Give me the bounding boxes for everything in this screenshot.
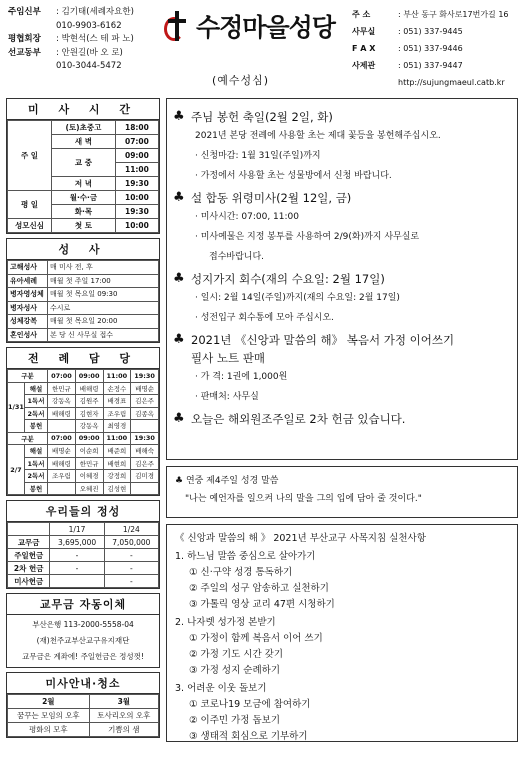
table-row: 병자성사 수시로 [8,301,159,315]
mass-schedule-section [6,98,160,234]
club-icon: ♣ [173,271,185,286]
sacraments-title: 성 사 [7,239,159,260]
table-row: 1독서 강동옥 김원주 배경표 김은주 [8,395,159,408]
cleaning-title: 미사안내·청소 [7,673,159,694]
mission-row: 선교동부 : 안원길(바 오 로) [8,47,123,58]
mass-schedule-title: 미 사 시 간 [7,99,159,120]
news-detail: · 신청마감: 1월 31일(주일)까지 [195,151,321,161]
news-detail: · 성전입구 회수통에 모아 주십시오. [195,313,334,323]
news-detail: · 가정에서 사용할 초는 성물방에서 신청 바랍니다. [195,171,392,181]
club-icon: ♣ [173,411,185,426]
plan-item: ① 코로나19 모금에 참여하기 [189,699,311,710]
plan-item: ① 가정이 함께 복음서 이어 쓰기 [189,633,323,644]
mission-phone: 010-3044-5472 [56,61,122,71]
table-row: 2독서 배해령 김현자 조우림 김종옥 [8,407,159,420]
gospel-box [166,466,518,518]
parish-subtitle: (예수성심) [212,74,270,87]
news-detail: · 미사시간: 07:00, 11:00 [195,212,299,222]
news-item: ♣ 2021년 《신앙과 말씀의 해》 복음서 가정 이어쓰기 [173,332,455,347]
table-header-row: 구분 07:00 09:00 11:00 19:30 [8,370,159,383]
sacraments-table [7,260,159,342]
table-row: 봉헌 오혜진 김성현 [8,482,159,495]
news-detail: 2021년 본당 전례에 사용할 초는 제대 꽃등을 봉헌해주십시오. [195,131,441,141]
pastor-row: 주임신부 : 김기태(세례자요한) [8,7,134,17]
news-detail: · 미사예물은 지정 봉투를 사용하여 2/9(화)까지 사무실로 [195,232,420,242]
offering-section [6,500,160,589]
plan-item: ① 신·구약 성경 통독하기 [189,567,293,578]
plan-item: ③ 가톨릭 영상 교리 47편 시청하기 [189,599,335,610]
office-phone-row: 사무실 : 051) 337-9445 [352,27,463,36]
left-column [6,98,160,742]
bank-account: 부산은행 113-2000-5558-04 [32,620,134,629]
news-detail: 접수바랍니다. [209,252,265,262]
liturgy-duty-title: 전 례 담 당 [7,348,159,369]
address-row: 주 소 : 부산 동구 화사로17번가길 16 [352,10,509,19]
table-row: 평 일 월·수·금 10:00 [8,191,159,205]
plan-group: 3. 어려운 이웃 돌보기 [175,683,267,694]
news-item: ♣ 주님 봉헌 축일(2월 2일, 화) [173,109,333,124]
fax-row: F A X : 051) 337-9446 [352,44,463,53]
news-item: ♣ 오늘은 해외원조주일로 2차 헌금 있습니다. [173,411,406,426]
bank-info [7,615,159,667]
plan-item: ② 가정 기도 시간 갖기 [189,649,284,660]
offering-table [7,522,159,588]
plan-item: ② 이주민 가정 돕보기 [189,715,280,726]
table-row: 고해성사 매 미사 전, 후 [8,261,159,275]
table-row: 평화의 모후 기쁨의 샘 [8,723,159,737]
table-row: 병자영성체 매월 첫 목요일 09:30 [8,288,159,302]
table-row: 교 중 09:00 [8,149,159,163]
news-box [166,98,518,460]
cleaning-table [7,694,159,737]
club-icon: ♣ [173,190,185,205]
gospel-title: ♣ 연중 제4주일 성경 말씀 [175,476,279,486]
auto-transfer-section [6,593,160,668]
pastor-info [8,6,158,74]
table-row: 1/31 해설 한민규 배해령 손정수 배명순 [8,382,159,395]
liturgy-duty-table [7,369,159,495]
offering-title: 우리들의 정성 [7,501,159,522]
sacraments-section [6,238,160,343]
table-row: 유아세례 매월 첫 주일 17:00 [8,274,159,288]
table-row: 새 벽 07:00 [8,135,159,149]
mass-schedule-table [7,120,159,233]
council-row: 평협회장 : 박현석(스 테 파 노) [8,34,134,44]
plan-group: 2. 나자렛 성가정 본받기 [175,617,276,628]
news-detail: · 판매처: 사무실 [195,392,259,402]
parish-title [162,4,346,48]
bank-holder: (재)천주교부산교구유지재단 [36,636,130,645]
table-header-row: 구분 07:00 09:00 11:00 19:30 [8,432,159,445]
table-row: 봉헌 강동옥 최영경 [8,420,159,433]
table-row: 2차 헌금 - - [8,562,159,575]
table-row: 저 녁 19:30 [8,177,159,191]
liturgy-duty-section [6,347,160,496]
table-row: 화·목 19:30 [8,205,159,219]
auto-transfer-title: 교무금 자동이체 [7,594,159,615]
news-detail: · 가 격: 1권에 1,000원 [195,372,288,382]
table-row: 미사헌금 - [8,575,159,588]
club-icon: ♣ [175,476,186,486]
table-header-row: 2월 3월 [8,695,159,709]
news-detail: 필사 노트 판매 [191,351,265,365]
table-row: 2독서 조우림 이혜경 강정희 김미경 [8,470,159,483]
club-icon: ♣ [173,332,185,347]
pastor-phone: 010-9903-6162 [56,20,122,31]
table-row: 11:00 [8,163,159,177]
table-row: 혼인성사 본 당 신 사무실 접수 [8,328,159,342]
rectory-row: 사제관 : 051) 337-9447 [352,61,463,70]
table-row: 1독서 배해령 한민규 배현희 김은주 [8,457,159,470]
bank-note: 교무금은 계좌에! 주일헌금은 정성껏! [22,652,144,661]
table-header-row: 1/17 1/24 [8,523,159,536]
contact-info [352,6,520,91]
gospel-quote: "나는 예언자를 일으켜 나의 말을 그의 입에 담아 줄 것이다." [185,494,422,504]
plan-title: 《 신앙과 말씀의 해 》 2021년 부산교구 사목지침 실천사항 [175,533,426,544]
cleaning-section [6,672,160,738]
news-detail: · 일시: 2월 14일(주일)까지(재의 수요일: 2월 17일) [195,293,400,303]
news-item: ♣ 설 합동 위령미사(2월 12일, 금) [173,190,352,205]
table-row: 교무금 3,695,000 7,050,000 [8,536,159,549]
club-icon: ♣ [173,109,185,124]
table-row: 2/7 해설 배명순 이순희 배준희 배해숙 [8,445,159,458]
plan-item: ③ 가정 성지 순례하기 [189,665,280,676]
right-column [166,98,518,742]
cross-logo-icon [162,9,192,43]
table-row: 성모신심 첫 토 10:00 [8,219,159,233]
plan-item: ③ 생태적 회심으로 기부하기 [189,731,308,742]
table-row: 주 일 (토)초중고 18:00 [8,121,159,135]
pastoral-plan-box [166,524,518,742]
news-item: ♣ 성지가지 회수(재의 수요일: 2월 17일) [173,271,385,286]
parish-name: 수정마을성당 [196,13,335,42]
website-link[interactable]: http://sujungmaeul.catb.kr [398,78,505,87]
plan-item: ② 주일의 성구 암송하고 실천하기 [189,583,329,594]
table-row: 성체강복 매월 첫 목요일 20:00 [8,315,159,329]
plan-group: 1. 하느님 말씀 중심으로 살아가기 [175,551,316,562]
table-row: 꿈꾸는 모임의 오후 토사리오의 오후 [8,709,159,723]
table-row: 주일헌금 - - [8,549,159,562]
